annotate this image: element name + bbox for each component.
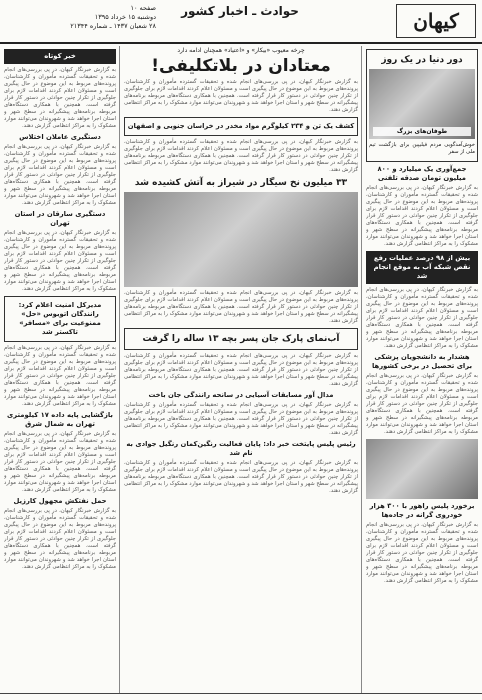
fountain-story-box [124,328,358,350]
lead-kicker: چرخه معیوب «بیکار» و «اعتیاد» همچنان ادامه دارد [177,47,305,54]
left-body-2: به گزارش خبرنگار کیهان، در پی بررسی‌های انجام شده و تحقیقات گسترده مأموران و کارشناسان، پرونده‌های مربوط به این موضوع در حال پیگیری است و مسئولان اعلام کردند اقدامات لازم برای جلوگیری از تکرار چنین حوادثی در دستور کار قرار گرفته است. همچنین با همکاری دستگاه‌های مربوطه برنامه‌های پیشگیرانه در سطح شهر و استان اجرا خواهد شد و شهروندان می‌توانند موارد مشکوک را به مراکز انتظامی گزارش دهند. [4,144,116,206]
right-story3-title: هشدار به دانشجویان پزشکی برای تحصیل در برخی کشورها [371,353,473,370]
issue-line: ۲۸ شعبان ۱۴۳۷ ـ شماره ۲۱۳۴۴ [70,22,156,30]
right-story2-body: به گزارش خبرنگار کیهان، در پی بررسی‌های انجام شده و تحقیقات گسترده مأموران و کارشناسان، پرونده‌های مربوط به این موضوع در حال پیگیری است و مسئولان اعلام کردند اقدامات لازم برای جلوگیری از تکرار چنین حوادثی در دستور کار قرار گرفته است. همچنین با همکاری دستگاه‌های مربوطه برنامه‌های پیشگیرانه در سطح شهر و استان اجرا خواهد شد و شهروندان می‌توانند موارد مشکوک را به مراکز انتظامی گزارش دهند. [366,287,478,349]
drug-seizure-box [124,117,358,136]
right-photo [366,439,478,499]
drug-seizure-title: کشف یک تن و ۲۳۴ کیلوگرم مواد مخدر در خراسان جنوبی و اصفهان [127,122,355,130]
bus-story-box [4,296,116,342]
left-body-1: به گزارش خبرنگار کیهان، در پی بررسی‌های انجام شده و تحقیقات گسترده مأموران و کارشناسان، پرونده‌های مربوط به این موضوع در حال پیگیری است و مسئولان اعلام کردند اقدامات لازم برای جلوگیری از تکرار چنین حوادثی در دستور کار قرار گرفته است. همچنین با همکاری دستگاه‌های مربوطه برنامه‌های پیشگیرانه در سطح شهر و استان اجرا خواهد شد و شهروندان می‌توانند موارد مشکوک را به مراکز انتظامی گزارش دهند. [4,67,116,129]
lead-headline: معتادان در بلاتکلیفی! [151,56,331,76]
center-body-3: به گزارش خبرنگار کیهان، در پی بررسی‌های انجام شده و تحقیقات گسترده مأموران و کارشناسان، پرونده‌های مربوط به این موضوع در حال پیگیری است و مسئولان اعلام کردند اقدامات لازم برای جلوگیری از تکرار چنین حوادثی در دستور کار قرار گرفته است. همچنین با همکاری دستگاه‌های مربوطه برنامه‌های پیشگیرانه در سطح شهر و استان اجرا خواهد شد و شهروندان می‌توانند موارد مشکوک را به مراکز انتظامی گزارش دهند. [124,353,358,387]
world-box-title: دور دنیا در یک روز [381,55,463,65]
police-headline: رئیس پلیس پایتخت خبر داد: پایان فعالیت رنگین‌کمان رنگیل جوادی به نام شد [126,440,356,457]
left-body-5: به گزارش خبرنگار کیهان، در پی بررسی‌های انجام شده و تحقیقات گسترده مأموران و کارشناسان، پرونده‌های مربوط به این موضوع در حال پیگیری است و مسئولان اعلام کردند اقدامات لازم برای جلوگیری از تکرار چنین حوادثی در دستور کار قرار گرفته است. همچنین با همکاری دستگاه‌های مربوطه برنامه‌های پیشگیرانه در سطح شهر و استان اجرا خواهد شد و شهروندان می‌توانند موارد مشکوک را به مراکز انتظامی گزارش دهند. [4,431,116,493]
center-body-4: به گزارش خبرنگار کیهان، در پی بررسی‌های انجام شده و تحقیقات گسترده مأموران و کارشناسان، پرونده‌های مربوط به این موضوع در حال پیگیری است و مسئولان اعلام کردند اقدامات لازم برای جلوگیری از تکرار چنین حوادثی در دستور کار قرار گرفته است. همچنین با همکاری دستگاه‌های مربوطه برنامه‌های پیشگیرانه در سطح شهر و استان اجرا خواهد شد و شهروندان می‌توانند موارد مشکوک را به مراکز انتظامی گزارش دهند. [124,402,358,436]
right-story2-title: بیش از ۹۸ درصد عملیات رفع نقص شبکه آب به موقع انجام شد [366,251,478,284]
fountain-headline: آب‌نمای پارک جان پسر بچه ۱۳ ساله را گرفت [142,334,340,344]
world-photo-caption: طوفان‌های بزرگ [373,127,471,136]
center-body-5: به گزارش خبرنگار کیهان، در پی بررسی‌های انجام شده و تحقیقات گسترده مأموران و کارشناسان، پرونده‌های مربوط به این موضوع در حال پیگیری است و مسئولان اعلام کردند اقدامات لازم برای جلوگیری از تکرار چنین حوادثی در دستور کار قرار گرفته است. همچنین با همکاری دستگاه‌های مربوطه برنامه‌های پیشگیرانه در سطح شهر و استان اجرا خواهد شد و شهروندان می‌توانند موارد مشکوک را به مراکز انتظامی گزارش دهند. [124,460,358,494]
world-box-text: خوش‌آمدگویی مردم فیلیپین برای بازگشت تیم ملی از سفر [369,142,475,155]
left-story4-title: بازگشایی پایه داده ۱۷ کیلومتری تهران به شمال شرق [7,411,113,428]
right-story1-body: به گزارش خبرنگار کیهان، در پی بررسی‌های انجام شده و تحقیقات گسترده مأموران و کارشناسان، پرونده‌های مربوط به این موضوع در حال پیگیری است و مسئولان اعلام کردند اقدامات لازم برای جلوگیری از تکرار چنین حوادثی در دستور کار قرار گرفته است. همچنین با همکاری دستگاه‌های مربوطه برنامه‌های پیشگیرانه در سطح شهر و استان اجرا خواهد شد و شهروندان می‌توانند موارد مشکوک را به مراکز انتظامی گزارش دهند. [366,185,478,247]
column-divider [361,46,362,694]
center-column [124,46,358,694]
right-story1-title: جمع‌آوری یک میلیارد و ۸۰۰ میلیون تومان صدقه تلفنی [377,165,467,182]
left-body-6: به گزارش خبرنگار کیهان، در پی بررسی‌های انجام شده و تحقیقات گسترده مأموران و کارشناسان، پرونده‌های مربوط به این موضوع در حال پیگیری است و مسئولان اعلام کردند اقدامات لازم برای جلوگیری از تکرار چنین حوادثی در دستور کار قرار گرفته است. همچنین با همکاری دستگاه‌های مربوطه برنامه‌های پیشگیرانه در سطح شهر و استان اجرا خواهد شد و شهروندان می‌توانند موارد مشکوک را به مراکز انتظامی گزارش دهند. [4,508,116,570]
page-footer-rule [0,693,482,700]
column-divider [119,46,120,694]
newspaper-logo: کیهان [396,4,476,38]
issue-meta [6,4,156,31]
left-story5-title: حمل نفتکش مجهول کارزیل [13,497,107,505]
world-news-box [366,49,478,162]
lead-body: به گزارش خبرنگار کیهان، در پی بررسی‌های انجام شده و تحقیقات گسترده مأموران و کارشناسان، پرونده‌های مربوط به این موضوع در حال پیگیری است و مسئولان اعلام کردند اقدامات لازم برای جلوگیری از تکرار چنین حوادثی در دستور کار قرار گرفته است. همچنین با همکاری دستگاه‌های مربوطه برنامه‌های پیشگیرانه در سطح شهر و استان اجرا خواهد شد و شهروندان می‌توانند موارد مشکوک را به مراکز انتظامی گزارش دهند. [124,79,358,113]
right-column [366,46,478,694]
right-story4-title: برخورد پلیس راهور با ۳۰۰ هزار خودروی گرانه در جاده‌ها [369,502,475,519]
center-body-2: به گزارش خبرنگار کیهان، در پی بررسی‌های انجام شده و تحقیقات گسترده مأموران و کارشناسان، پرونده‌های مربوط به این موضوع در حال پیگیری است و مسئولان اعلام کردند اقدامات لازم برای جلوگیری از تکرار چنین حوادثی در دستور کار قرار گرفته است. همچنین با همکاری دستگاه‌های مربوطه برنامه‌های پیشگیرانه در سطح شهر و استان اجرا خواهد شد و شهروندان می‌توانند موارد مشکوک را به مراکز انتظامی گزارش دهند. [124,290,358,324]
left-box-title: خبر کوتاه [4,49,116,64]
masthead [0,0,482,44]
left-body-3: به گزارش خبرنگار کیهان، در پی بررسی‌های انجام شده و تحقیقات گسترده مأموران و کارشناسان، پرونده‌های مربوط به این موضوع در حال پیگیری است و مسئولان اعلام کردند اقدامات لازم برای جلوگیری از تکرار چنین حوادثی در دستور کار قرار گرفته است. همچنین با همکاری دستگاه‌های مربوطه برنامه‌های پیشگیرانه در سطح شهر و استان اجرا خواهد شد و شهروندان می‌توانند موارد مشکوک را به مراکز انتظامی گزارش دهند. [4,230,116,292]
medalist-headline: مدال آور مسابقات آسیایی در سانحه رانندگی جان باخت [148,391,334,399]
cigarette-headline: ۳۳ میلیون نخ سیگار در شیراز به آتش کشیده شد [134,178,348,188]
section-title: حوادث ـ اخبار کشور [181,4,299,18]
left-story3-title: مدیرکل امنیت اعلام کرد: رانندگان اتوبوس «حل» ممنوعیت برای «مسافر» تاکستر شد [18,301,102,336]
left-story1-title: دستگیری عاملان اختلاس [19,133,101,141]
left-story2-title: دستگیری سارقان در استان تهران [14,210,106,227]
left-body-4: به گزارش خبرنگار کیهان، در پی بررسی‌های انجام شده و تحقیقات گسترده مأموران و کارشناسان، پرونده‌های مربوط به این موضوع در حال پیگیری است و مسئولان اعلام کردند اقدامات لازم برای جلوگیری از تکرار چنین حوادثی در دستور کار قرار گرفته است. همچنین با همکاری دستگاه‌های مربوطه برنامه‌های پیشگیرانه در سطح شهر و استان اجرا خواهد شد و شهروندان می‌توانند موارد مشکوک را به مراکز انتظامی گزارش دهند. [4,345,116,407]
page-number: صفحه ۱۰ [130,4,156,12]
center-body-1: به گزارش خبرنگار کیهان، در پی بررسی‌های انجام شده و تحقیقات گسترده مأموران و کارشناسان، پرونده‌های مربوط به این موضوع در حال پیگیری است و مسئولان اعلام کردند اقدامات لازم برای جلوگیری از تکرار چنین حوادثی در دستور کار قرار گرفته است. همچنین با همکاری دستگاه‌های مربوطه برنامه‌های پیشگیرانه در سطح شهر و استان اجرا خواهد شد و شهروندان می‌توانند موارد مشکوک را به مراکز انتظامی گزارش دهند. [124,139,358,173]
right-story3-body: به گزارش خبرنگار کیهان، در پی بررسی‌های انجام شده و تحقیقات گسترده مأموران و کارشناسان، پرونده‌های مربوط به این موضوع در حال پیگیری است و مسئولان اعلام کردند اقدامات لازم برای جلوگیری از تکرار چنین حوادثی در دستور کار قرار گرفته است. همچنین با همکاری دستگاه‌های مربوطه برنامه‌های پیشگیرانه در سطح شهر و استان اجرا خواهد شد و شهروندان می‌توانند موارد مشکوک را به مراکز انتظامی گزارش دهند. [366,373,478,435]
world-box-photo [369,69,475,139]
right-story4-body: به گزارش خبرنگار کیهان، در پی بررسی‌های انجام شده و تحقیقات گسترده مأموران و کارشناسان، پرونده‌های مربوط به این موضوع در حال پیگیری است و مسئولان اعلام کردند اقدامات لازم برای جلوگیری از تکرار چنین حوادثی در دستور کار قرار گرفته است. همچنین با همکاری دستگاه‌های مربوطه برنامه‌های پیشگیرانه در سطح شهر و استان اجرا خواهد شد و شهروندان می‌توانند موارد مشکوک را به مراکز انتظامی گزارش دهند. [366,522,478,584]
date-line: دوشنبه ۱۵ خرداد ۱۳۹۵ [94,13,156,21]
cigarette-photo [124,192,358,287]
left-column [4,46,116,694]
